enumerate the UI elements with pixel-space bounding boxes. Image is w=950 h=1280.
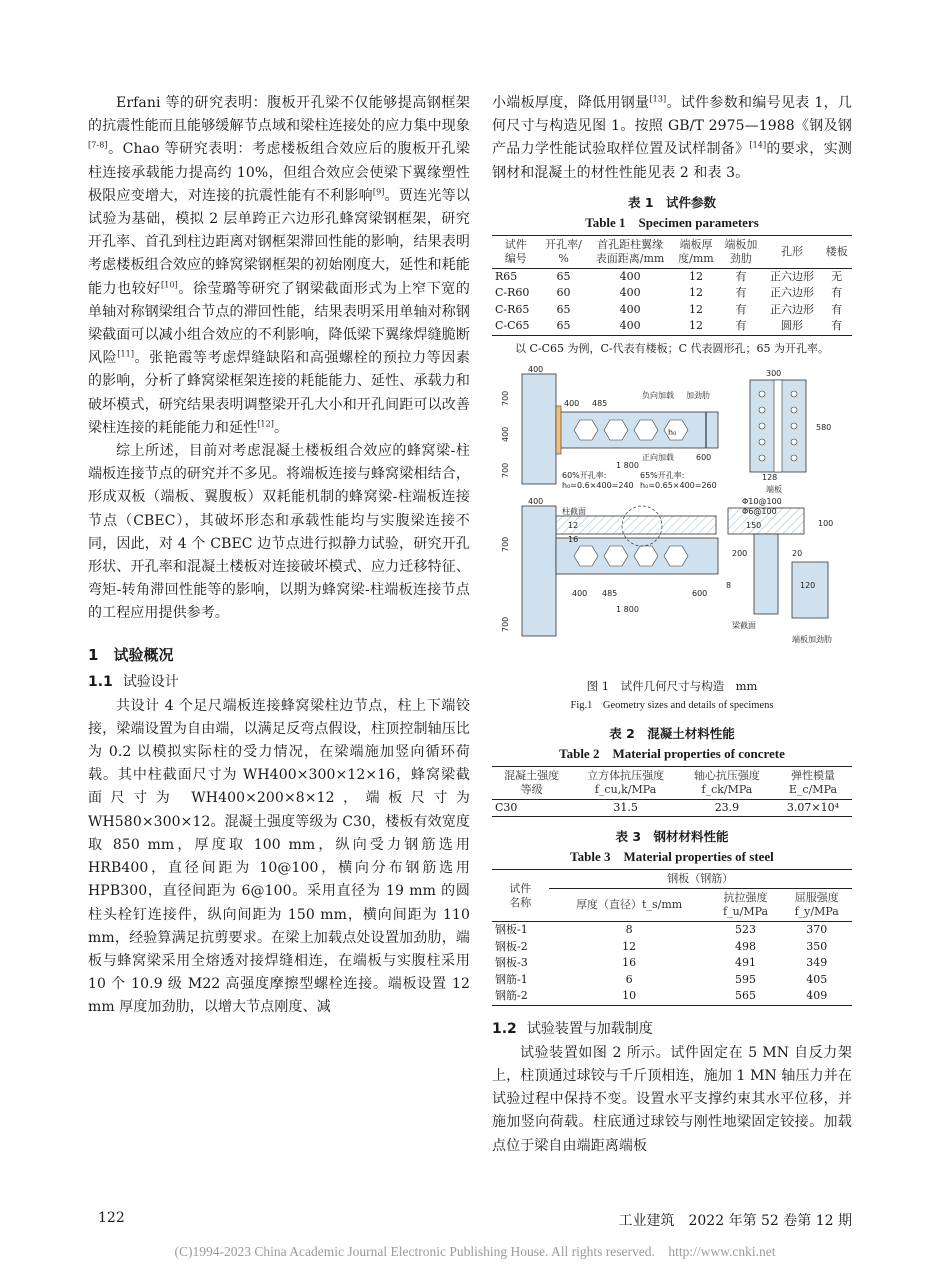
table3-cell: 16: [622, 956, 637, 970]
table3-cell: 钢筋-1: [495, 972, 528, 986]
table1-cell: 400: [619, 319, 641, 333]
paragraph-design: 共设计 4 个足尺端板连接蜂窝梁柱边节点，柱上下端铰接，梁端设置为自由端，以满足反弯点假设，柱顶控制轴压比为 0.2 以模拟实际柱的受力情况，在梁端施加竖向循环荷载。其中柱截面尺寸为 WH400×300×12×16，蜂窝梁截面尺寸为 WH400×200×8×12，端板尺寸为 WH580×300×12。混凝土强度等级为 C30，楼板有效宽度取 850 mm，厚度取 100 mm，纵向受力钢筋选用 HRB400，直径间距为 10@100，横向分布钢筋选用 HPB300，直径间距为 6@100。采用直径为 19 mm 的圆柱头栓钉连接件，纵向间距为 150 mm，横向间距为 110 mm，经验算满足抗剪要求。在梁上加载点处设置加劲肋，端板与蜂窝梁采用全熔透对接焊缝相连，在端板与实腹柱采用 10 个 10.9 级 M22 高强度摩擦型螺栓连接。端板设置 12 mm 厚度加劲肋，以增大节点刚度、减: [88, 697, 470, 1016]
table1-cell: 400: [619, 302, 641, 316]
table2-caption-en: Table 2 Material properties of concrete: [559, 745, 785, 761]
table1-cell: 有: [735, 302, 747, 316]
table3-cell: 钢板-1: [495, 923, 528, 937]
table3: [492, 869, 852, 1006]
figure1-caption-cn: 图 1 试件几何尺寸与构造 mm: [586, 678, 758, 693]
left-column: [88, 92, 470, 1020]
table1-cell: 400: [619, 286, 641, 300]
table3-cell: 405: [806, 972, 828, 986]
table1-cell: 有: [735, 269, 747, 283]
dim-600: 600: [696, 452, 712, 462]
h0-label: h₀: [668, 427, 677, 437]
table3-cell: 钢板-3: [495, 956, 528, 970]
table1-header-cell: 楼板: [821, 235, 852, 268]
paragraph-summary: 综上所述，目前对考虑混凝土楼板组合效应的蜂窝梁-柱端板连接节点的研究并不多见。将端板连接与蜂窝梁相结合，形成双板（端板、翼腹板）双耗能机制的蜂窝梁-柱端板连接节点（CBEC），其破坏形态和承载性能均与实腹梁连接不同，因此，对 4 个 CBEC 边节点进行拟静力试验，研究开孔形状、开孔率和混凝土楼板对连接破坏模式、应力迁移特征、弯矩-转角滞回性能等的影响，以期为蜂窝梁-柱端板连接节点的工程应用提供参考。: [88, 443, 470, 622]
table1-caption-en: Table 1 Specimen parameters: [585, 214, 759, 230]
column-lower: [522, 506, 556, 636]
dim-200: 200: [732, 548, 748, 558]
end-plate-view: [750, 369, 831, 494]
table3-cell: 12: [622, 939, 637, 953]
table3-cell: 565: [735, 989, 757, 1003]
table3-row: [492, 922, 852, 939]
page-footer: [88, 1210, 852, 1228]
table1: [492, 235, 852, 336]
table3-cell: 523: [735, 923, 757, 937]
table3-header-cell: 厚度（直径）t_s/mm: [549, 889, 710, 922]
dim-150: 150: [746, 520, 762, 530]
dim-1800: 1 800: [616, 460, 639, 470]
dim-400-e: 400: [572, 588, 588, 598]
table2-header-cell: 立方体抗压强度 f_cu,k/MPa: [571, 766, 680, 799]
table1-cell: 有: [735, 319, 747, 333]
table1-cell: 65: [556, 269, 571, 283]
dim-700-c: 700: [501, 536, 510, 552]
table1-cell: 12: [688, 269, 703, 283]
table2-cell: C30: [495, 800, 518, 814]
table1-cell: 400: [619, 269, 641, 283]
table3-row: [492, 939, 852, 956]
page-number: 122: [98, 1210, 125, 1226]
table1-cell: 60: [556, 286, 571, 300]
dim-600-b: 600: [692, 588, 708, 598]
dim-1800-b: 1 800: [616, 604, 639, 614]
table3-cell: 钢筋-2: [495, 989, 528, 1003]
open65-label: 65%开孔率:: [640, 470, 685, 480]
table1-note: 以 C-C65 为例，C-代表有楼板；C 代表圆形孔；65 为开孔率。: [514, 341, 830, 355]
subsection-heading-1-2: 1.2 试验装置与加载制度: [492, 1020, 653, 1037]
pos-load-label: 正向加载: [642, 452, 674, 462]
table3-header-cell: 试件 名称: [492, 870, 549, 922]
table2-cell: 31.5: [613, 800, 638, 814]
open60-h-label: h₀=0.6×400=240: [562, 480, 634, 490]
table3-cell: 370: [806, 923, 828, 937]
dim-400-d: 400: [528, 496, 544, 506]
table1-cell: 有: [831, 302, 843, 316]
section-heading: 1 试验概况: [88, 645, 174, 664]
dim-580: 580: [816, 422, 832, 432]
table1-header-cell: 端板加 劲肋: [719, 235, 762, 268]
table1-cell: C-C65: [495, 319, 530, 333]
table2: [492, 766, 852, 818]
table1-cell: 65: [556, 302, 571, 316]
table2-header-cell: 弹性模量 E_c/MPa: [774, 766, 852, 799]
table3-cell: 349: [806, 956, 828, 970]
dim-12: 12: [568, 520, 579, 530]
paragraph-setup: 试验装置如图 2 所示。试件固定在 5 MN 自反力架上，柱顶通过球铰与千斤顶相连，施加 1 MN 轴压力并在试验过程中保持不变。设置水平支撑约束其水平位移，并施加竖向荷载。柱底通过球铰与刚性地梁固定铰接。加载点位于梁自由端距离端板: [492, 1044, 852, 1154]
table3-caption-cn: 表 3 钢材材料性能: [615, 829, 729, 845]
table1-cell: 正六边形: [770, 269, 815, 283]
journal-info: 工业建筑 2022 年第 52 卷第 12 期: [618, 1213, 852, 1229]
table3-cell: 491: [735, 956, 757, 970]
table3-cell: 6: [625, 972, 633, 986]
dim-8: 8: [726, 580, 732, 590]
neg-load-label: 负向加载: [642, 390, 674, 400]
copyright-line: (C)1994-2023 China Academic Journal Electronic Publishing House. All rights reserved. http://www.cnki.net: [174, 1244, 776, 1259]
table1-cell: 圆形: [781, 319, 804, 333]
beam-section-label: 梁截面: [732, 620, 756, 630]
paragraph-continued: 小端板厚度，降低用钢量[13]。试件参数和编号见表 1，几何尺寸与构造见图 1。按照 GB/T 2975—1988《钢及钢产品力学性能试验取样位置及试样制备》[14]的要求，实测钢材和混凝土的材性性能见表 2 和表 3。: [492, 94, 852, 181]
paragraph-intro: Erfani 等的研究表明：腹板开孔梁不仅能够提高钢框架的抗震性能而且能够缓解节点域和梁柱连接处的应力集中现象[7-8]。Chao 等研究表明：考虑楼板组合效应后的腹板开孔梁柱连接承载能力提高约 10%，但组合效应会使梁下翼缘塑性极限应变增大，对连接的抗震性能有不利影响[9]。贾连光等以试验为基础，模拟 2 层单跨正六边形孔蜂窝梁钢框架，研究开孔率、首孔到柱边距离对钢框架滞回性能的影响，结果表明考虑楼板组合效应的蜂窝梁钢框架的初始刚度大，延性和耗能能力也较好[10]。徐莹璐等研究了钢梁截面形式为上窄下宽的单轴对称钢梁组合节点的滞回性能，结果表明采用单轴对称钢梁截面可以减小组合效应的不利影响，降低梁下翼缘焊缝脆断风险[11]。张艳霞等考虑焊缝缺陷和高强螺栓的预拉力等因素的影响，分析了蜂窝梁框架连接的耗能能力、延性、承载力和破坏模式，研究结果表明调整梁开孔大小和开孔间距可以改善梁柱连接的耗能能力和延性[12]。: [88, 95, 471, 436]
table1-cell: 65: [556, 319, 571, 333]
table3-cell: 350: [806, 939, 828, 953]
table3-cell: 8: [625, 923, 633, 937]
dim-485: 485: [592, 398, 608, 408]
dim-120: 120: [800, 580, 816, 590]
table1-row: [492, 302, 852, 319]
table1-cell: 有: [831, 286, 843, 300]
end-plate-label: 端板: [766, 484, 782, 494]
table3-cell: 595: [735, 972, 757, 986]
dim-700-b: 700: [501, 462, 510, 478]
table2-cell: 3.07×10⁴: [786, 800, 840, 814]
table3-header-cell: 抗拉强度 f_u/MPa: [710, 889, 782, 922]
table2-header-cell: 混凝土强度 等级: [492, 766, 571, 799]
table1-cell: 有: [735, 286, 747, 300]
dim-700-a: 700: [501, 390, 510, 406]
table1-row: [492, 285, 852, 302]
table1-cell: 正六边形: [770, 286, 815, 300]
stiffener-label: 加劲肋: [686, 390, 710, 400]
table1-cell: C-R65: [495, 302, 530, 316]
figure1-caption-en: Fig.1 Geometry sizes and details of specimens: [570, 699, 774, 711]
table3-cell: 钢板-2: [495, 939, 528, 953]
table2-header-cell: 轴心抗压强度 f_ck/MPa: [680, 766, 774, 799]
table1-cell: 正六边形: [770, 302, 815, 316]
elevation-view-upper: [501, 366, 718, 490]
dim-128: 128: [762, 472, 778, 482]
dim-400: 400: [528, 365, 544, 374]
table3-row: [492, 988, 852, 1005]
end-plate-stiff-label: 端板加劲肋: [792, 634, 832, 644]
end-plate-stiffener: [792, 562, 828, 618]
table1-cell: R65: [495, 269, 518, 283]
dim-700-d: 700: [501, 616, 510, 632]
table3-header-cell: 屈服强度 f_y/MPa: [781, 889, 852, 922]
dim-16: 16: [568, 534, 579, 544]
column-upper: [522, 374, 556, 484]
table3-row: [492, 955, 852, 972]
table1-row: [492, 318, 852, 335]
open65-h-label: h₀=0.65×400=260: [640, 480, 717, 490]
table1-cell: C-R60: [495, 286, 530, 300]
dim-20: 20: [792, 548, 803, 558]
open60-label: 60%开孔率:: [562, 470, 607, 480]
figure1-drawing: [492, 366, 852, 676]
table1-cell: 12: [688, 302, 703, 316]
table3-group-header: 钢板（钢筋）: [549, 870, 852, 889]
table1-row: [492, 268, 852, 285]
table1-cell: 12: [688, 319, 703, 333]
table3-caption-en: Table 3 Material properties of steel: [570, 849, 774, 865]
dim-485-b: 485: [602, 588, 618, 598]
table1-cell: 有: [831, 319, 843, 333]
table1-cell: 12: [688, 286, 703, 300]
composite-view-lower: [501, 497, 833, 644]
beam-section: [754, 534, 778, 614]
table2-caption-cn: 表 2 混凝土材料性能: [609, 725, 735, 741]
dim-100: 100: [818, 518, 834, 528]
table1-header-cell: 孔形: [763, 235, 822, 268]
table2-row: [492, 799, 852, 817]
end-plate-upper: [556, 406, 561, 454]
table1-header-cell: 试件 编号: [492, 235, 540, 268]
table3-cell: 409: [806, 989, 828, 1003]
dim-300: 300: [766, 368, 782, 378]
rebar1-label: Φ10@100: [742, 496, 782, 506]
table1-header-cell: 首孔距柱翼缘 表面距离/mm: [587, 235, 672, 268]
slab: [556, 516, 716, 534]
table1-cell: 无: [831, 269, 843, 283]
dim-400-b: 400: [501, 426, 510, 442]
dim-400-c: 400: [564, 398, 580, 408]
col-section-label: 柱截面: [562, 506, 586, 516]
right-column: [492, 92, 852, 1158]
table3-cell: 10: [622, 989, 637, 1003]
table1-header-cell: 开孔率/ %: [540, 235, 588, 268]
table2-cell: 23.9: [714, 800, 740, 814]
table3-cell: 498: [735, 939, 757, 953]
table3-row: [492, 972, 852, 989]
table1-header-cell: 端板厚 度/mm: [673, 235, 719, 268]
table1-caption-cn: 表 1 试件参数: [627, 194, 717, 210]
subsection-heading-1-1: 1.1 试验设计: [88, 673, 179, 690]
rebar2-label: Φ6@100: [742, 506, 777, 516]
